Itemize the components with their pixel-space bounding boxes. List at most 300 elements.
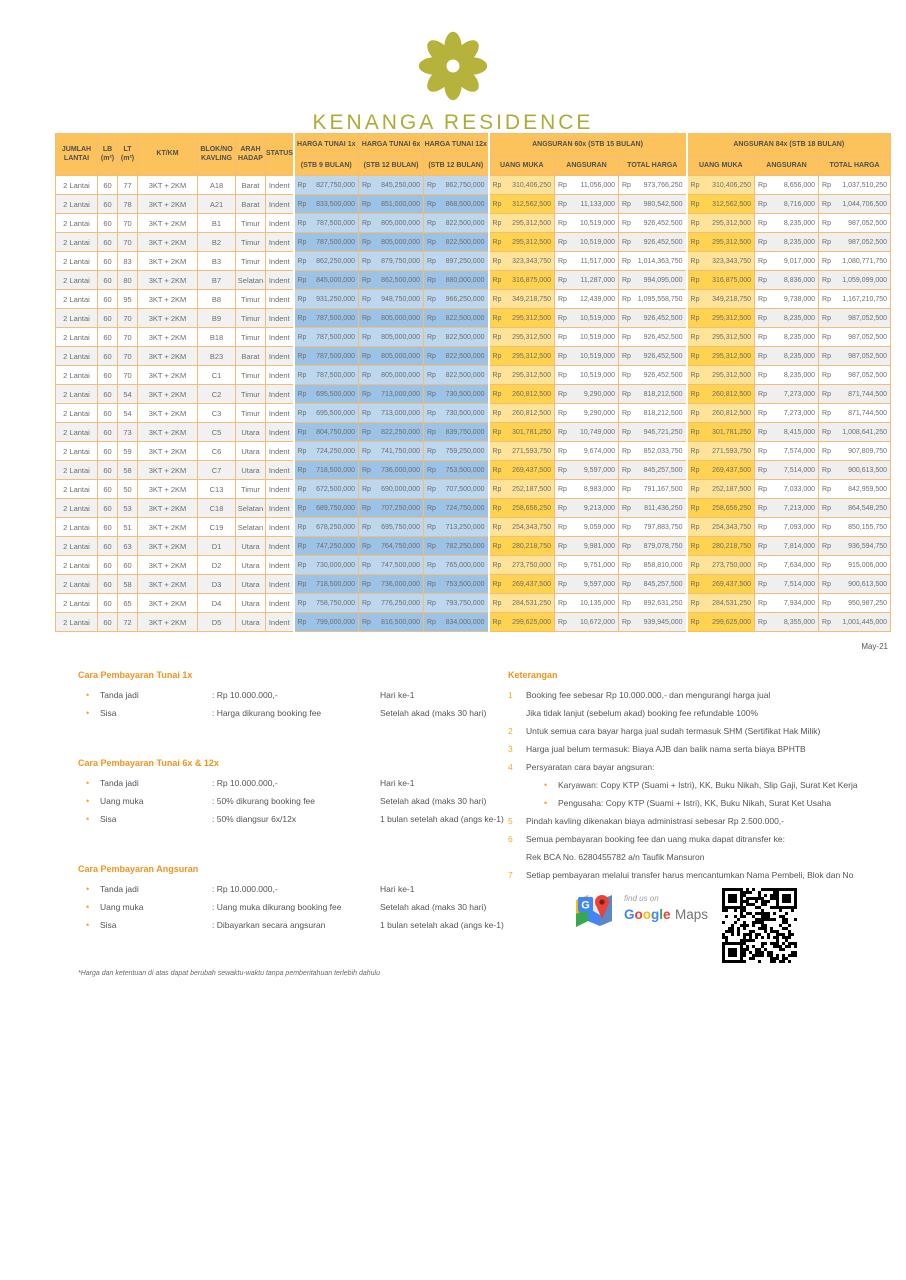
payment-term-row: [78, 920, 508, 938]
currency-prefix: Rp: [362, 219, 371, 227]
subheader-angsuran-84: ANGSURAN: [755, 157, 819, 176]
amount: 10,519,000: [579, 238, 615, 246]
term-label: Sisa: [100, 814, 117, 824]
cell-value: Indent: [266, 271, 294, 290]
currency-prefix: Rp: [427, 561, 436, 569]
cell-value: Indent: [266, 404, 294, 423]
price-cell: [359, 347, 424, 366]
currency-prefix: Rp: [822, 276, 831, 284]
price-cell: [619, 252, 687, 271]
price-cell: [489, 195, 555, 214]
amount: 9,597,000: [583, 466, 615, 474]
disclaimer-footnote: *Harga dan ketentuan di atas dapat berubah sewaktu-waktu tanpa pemberitahuan terlebih dahulu: [78, 970, 380, 977]
cell-value: Timur: [236, 214, 266, 233]
price-cell: [424, 442, 489, 461]
term-timing: 1 bulan setelah akad (angs ke-1): [380, 814, 504, 824]
amount: 280,218,750: [712, 542, 752, 550]
price-cell: [687, 195, 755, 214]
amount: 254,343,750: [712, 523, 752, 531]
payment-section-title: Cara Pembayaran Tunai 1x: [78, 670, 193, 680]
currency-prefix: Rp: [427, 371, 436, 379]
currency-prefix: Rp: [690, 447, 700, 455]
cell-value: D3: [198, 575, 236, 594]
amount: 926,452,500: [643, 238, 683, 246]
currency-prefix: Rp: [492, 276, 502, 284]
amount: 11,287,000: [580, 276, 615, 284]
currency-prefix: Rp: [690, 466, 700, 474]
amount: 805,000,000: [381, 314, 420, 322]
cell-value: B7: [198, 271, 236, 290]
price-cell: [819, 518, 891, 537]
currency-prefix: Rp: [558, 333, 567, 341]
cell-value: 60: [98, 214, 118, 233]
price-cell: [819, 404, 891, 423]
price-cell: [359, 499, 424, 518]
payment-term-row: [78, 902, 508, 920]
amount: 926,452,500: [643, 333, 683, 341]
currency-prefix: Rp: [558, 314, 567, 322]
cell-value: 51: [118, 518, 138, 537]
cell-value: Timur: [236, 404, 266, 423]
g-letter: G: [581, 899, 590, 912]
price-cell: [619, 461, 687, 480]
term-label: Sisa: [100, 920, 117, 930]
currency-prefix: Rp: [297, 295, 307, 303]
amount: 10,519,000: [579, 371, 615, 379]
table-row: [56, 423, 891, 442]
currency-prefix: Rp: [558, 200, 567, 208]
cell-value: B18: [198, 328, 236, 347]
amount: 926,452,500: [643, 371, 683, 379]
amount: 295,312,500: [512, 238, 551, 246]
amount: 897,250,000: [445, 257, 485, 265]
currency-prefix: Rp: [492, 314, 502, 322]
price-cell: [819, 195, 891, 214]
cell-value: C5: [198, 423, 236, 442]
cell-value: 3KT + 2KM: [138, 404, 198, 423]
currency-prefix: Rp: [297, 276, 307, 284]
price-table-body: [56, 176, 891, 632]
currency-prefix: Rp: [690, 352, 700, 360]
cell-value: 3KT + 2KM: [138, 575, 198, 594]
price-cell: [294, 442, 359, 461]
term-value: : Rp 10.000.000,-: [212, 884, 278, 894]
cell-value: 50: [118, 480, 138, 499]
price-cell: [687, 499, 755, 518]
price-cell: [294, 556, 359, 575]
cell-value: 63: [118, 537, 138, 556]
price-cell: [687, 328, 755, 347]
amount: 845,000,000: [316, 276, 355, 284]
amount: 312,562,500: [512, 200, 551, 208]
currency-prefix: Rp: [690, 314, 700, 322]
price-cell: [619, 176, 687, 195]
currency-prefix: Rp: [362, 447, 371, 455]
currency-prefix: Rp: [558, 409, 567, 417]
amount: 269,437,500: [712, 466, 752, 474]
amount: 839,750,000: [445, 428, 485, 436]
price-cell: [619, 575, 687, 594]
amount: 316,875,000: [712, 276, 752, 284]
amount: 987,052,500: [848, 352, 888, 360]
price-cell: [555, 176, 619, 195]
cell-value: Utara: [236, 423, 266, 442]
price-cell: [489, 176, 555, 195]
currency-prefix: Rp: [362, 200, 371, 208]
currency-prefix: Rp: [758, 561, 767, 569]
cell-value: Indent: [266, 309, 294, 328]
currency-prefix: Rp: [427, 257, 436, 265]
cell-value: 3KT + 2KM: [138, 480, 198, 499]
item-text: Jika tidak lanjut (sebelum akad) booking fee refundable 100%: [526, 708, 759, 718]
cell-value: 2 Lantai: [56, 461, 98, 480]
cell-value: B23: [198, 347, 236, 366]
cell-value: 60: [98, 233, 118, 252]
currency-prefix: Rp: [427, 523, 436, 531]
amount: 713,250,000: [445, 523, 485, 531]
currency-prefix: Rp: [758, 333, 767, 341]
amount: 926,452,500: [643, 219, 683, 227]
cell-value: Indent: [266, 423, 294, 442]
currency-prefix: Rp: [822, 504, 831, 512]
amount: 323,343,750: [712, 257, 752, 265]
currency-prefix: Rp: [758, 542, 767, 550]
bullet-icon: •: [86, 814, 90, 824]
payment-section-title: Cara Pembayaran Tunai 6x & 12x: [78, 758, 219, 768]
item-number: 6: [508, 834, 513, 844]
table-row: [56, 575, 891, 594]
term-label: Uang muka: [100, 902, 144, 912]
cell-value: Timur: [236, 328, 266, 347]
price-cell: [555, 366, 619, 385]
price-cell: [359, 214, 424, 233]
cell-value: 58: [118, 575, 138, 594]
price-cell: [359, 480, 424, 499]
amount: 8,656,000: [783, 181, 816, 189]
currency-prefix: Rp: [622, 504, 631, 512]
amount: 9,981,000: [583, 542, 615, 550]
price-cell: [555, 480, 619, 499]
item-text: Harga jual belum termasuk: Biaya AJB dan balik nama serta biaya BPHTB: [526, 744, 806, 754]
keterangan-item: [508, 762, 904, 780]
amount: 1,014,363,750: [637, 257, 683, 265]
cell-value: Indent: [266, 461, 294, 480]
price-cell: [359, 518, 424, 537]
term-value: : 50% diangsur 6x/12x: [212, 814, 297, 824]
price-cell: [294, 176, 359, 195]
cell-value: 60: [98, 613, 118, 632]
bullet-icon: •: [544, 798, 548, 808]
amount: 724,750,000: [445, 504, 485, 512]
amount: 858,810,000: [643, 561, 683, 569]
item-text: Rek BCA No. 6280455782 a/n Taufik Mansuron: [526, 852, 705, 862]
amount: 1,044,706,500: [842, 200, 888, 208]
price-cell: [424, 252, 489, 271]
amount: 987,052,500: [848, 314, 888, 322]
price-cell: [424, 575, 489, 594]
amount: 736,000,000: [381, 580, 420, 588]
cell-value: 2 Lantai: [56, 613, 98, 632]
price-cell: [359, 233, 424, 252]
amount: 271,593,750: [512, 447, 551, 455]
amount: 718,500,000: [316, 466, 355, 474]
cell-value: C6: [198, 442, 236, 461]
cell-value: 2 Lantai: [56, 233, 98, 252]
price-cell: [755, 575, 819, 594]
currency-prefix: Rp: [427, 599, 436, 607]
amount: 690,000,000: [381, 485, 420, 493]
keterangan-item: [508, 870, 904, 888]
item-number: [508, 708, 526, 726]
price-cell: [424, 385, 489, 404]
currency-prefix: Rp: [427, 276, 436, 284]
amount: 973,766,250: [643, 181, 683, 189]
keterangan-item: [508, 744, 904, 762]
amount: 10,135,000: [579, 599, 615, 607]
amount: 1,037,510,250: [842, 181, 888, 189]
amount: 948,750,000: [381, 295, 420, 303]
payment-term-row: [78, 778, 508, 796]
currency-prefix: Rp: [690, 276, 700, 284]
amount: 7,093,000: [783, 523, 816, 531]
currency-prefix: Rp: [622, 409, 631, 417]
amount: 672,500,000: [316, 485, 355, 493]
amount: 295,312,500: [712, 314, 752, 322]
price-cell: [359, 594, 424, 613]
google-maps-badge[interactable]: [572, 890, 708, 930]
amount: 818,212,500: [643, 390, 683, 398]
cell-value: Indent: [266, 176, 294, 195]
cell-value: 72: [118, 613, 138, 632]
amount: 258,656,250: [512, 504, 551, 512]
price-cell: [424, 499, 489, 518]
price-cell: [687, 461, 755, 480]
cell-value: 2 Lantai: [56, 271, 98, 290]
price-cell: [619, 499, 687, 518]
price-cell: [489, 518, 555, 537]
price-cell: [755, 480, 819, 499]
price-cell: [489, 461, 555, 480]
price-cell: [359, 442, 424, 461]
term-label: Sisa: [100, 708, 117, 718]
currency-prefix: Rp: [558, 428, 567, 436]
currency-prefix: Rp: [622, 580, 631, 588]
currency-prefix: Rp: [492, 200, 502, 208]
price-cell: [294, 461, 359, 480]
currency-prefix: Rp: [622, 466, 631, 474]
amount: 295,312,500: [712, 333, 752, 341]
currency-prefix: Rp: [297, 219, 307, 227]
cell-value: C2: [198, 385, 236, 404]
cell-value: Indent: [266, 347, 294, 366]
price-cell: [489, 214, 555, 233]
currency-prefix: Rp: [558, 466, 567, 474]
cell-value: Utara: [236, 442, 266, 461]
term-timing: Hari ke-1: [380, 690, 415, 700]
amount: 8,235,000: [783, 352, 816, 360]
col-header-tunai-1x: HARGA TUNAI 1x: [294, 134, 359, 157]
cell-value: 73: [118, 423, 138, 442]
amount: 862,750,000: [445, 181, 485, 189]
qr-code: [722, 888, 797, 963]
cell-value: 2 Lantai: [56, 594, 98, 613]
amount: 9,290,000: [583, 390, 615, 398]
cell-value: 54: [118, 385, 138, 404]
price-cell: [755, 461, 819, 480]
payment-terms-column: [78, 666, 508, 977]
price-cell: [359, 328, 424, 347]
cell-value: 3KT + 2KM: [138, 176, 198, 195]
price-cell: [489, 480, 555, 499]
table-row: [56, 347, 891, 366]
amount: 753,500,000: [445, 580, 485, 588]
amount: 939,945,000: [643, 618, 683, 626]
term-timing: Setelah akad (maks 30 hari): [380, 708, 487, 718]
term-label: Tanda jadi: [100, 884, 139, 894]
price-cell: [687, 537, 755, 556]
table-row: [56, 309, 891, 328]
amount: 787,500,000: [316, 314, 355, 322]
price-cell: [819, 290, 891, 309]
price-cell: [294, 195, 359, 214]
cell-value: Indent: [266, 366, 294, 385]
price-cell: [424, 518, 489, 537]
amount: 759,250,000: [445, 447, 485, 455]
currency-prefix: Rp: [622, 390, 631, 398]
cell-value: 70: [118, 328, 138, 347]
currency-prefix: Rp: [622, 314, 631, 322]
currency-prefix: Rp: [690, 409, 700, 417]
currency-prefix: Rp: [822, 485, 831, 493]
price-cell: [555, 594, 619, 613]
cell-value: 2 Lantai: [56, 404, 98, 423]
price-cell: [294, 423, 359, 442]
currency-prefix: Rp: [362, 238, 371, 246]
price-cell: [819, 594, 891, 613]
price-cell: [619, 518, 687, 537]
cell-value: Utara: [236, 594, 266, 613]
currency-prefix: Rp: [558, 599, 567, 607]
amount: 907,809,750: [848, 447, 888, 455]
amount: 871,744,500: [848, 390, 888, 398]
google-maps-label: [624, 894, 708, 925]
price-cell: [687, 556, 755, 575]
cell-value: Timur: [236, 480, 266, 499]
table-row: [56, 461, 891, 480]
table-row: [56, 290, 891, 309]
bullet-icon: •: [86, 690, 90, 700]
currency-prefix: Rp: [558, 618, 567, 626]
keterangan-item: [508, 834, 904, 852]
cell-value: Indent: [266, 233, 294, 252]
cell-value: Indent: [266, 328, 294, 347]
currency-prefix: Rp: [690, 333, 700, 341]
price-cell: [619, 347, 687, 366]
cell-value: 60: [98, 290, 118, 309]
amount: 880,000,000: [445, 276, 485, 284]
amount: 273,750,000: [512, 561, 551, 569]
price-cell: [619, 442, 687, 461]
price-cell: [359, 271, 424, 290]
price-cell: [359, 366, 424, 385]
price-cell: [359, 290, 424, 309]
brand-title: KENANGA RESIDENCE: [312, 111, 594, 134]
cell-value: 54: [118, 404, 138, 423]
cell-value: 95: [118, 290, 138, 309]
currency-prefix: Rp: [758, 447, 767, 455]
payment-term-row: [78, 884, 508, 902]
table-row: [56, 480, 891, 499]
price-cell: [619, 423, 687, 442]
price-cell: [359, 461, 424, 480]
amount: 11,133,000: [580, 200, 615, 208]
payment-term-row: [78, 708, 508, 726]
currency-prefix: Rp: [690, 371, 700, 379]
currency-prefix: Rp: [822, 219, 831, 227]
cell-value: Timur: [236, 366, 266, 385]
currency-prefix: Rp: [822, 257, 831, 265]
amount: 816,500,000: [381, 618, 420, 626]
price-cell: [619, 328, 687, 347]
currency-prefix: Rp: [558, 219, 567, 227]
cell-value: 60: [98, 309, 118, 328]
currency-prefix: Rp: [758, 504, 767, 512]
amount: 295,312,500: [712, 371, 752, 379]
currency-prefix: Rp: [362, 599, 371, 607]
amount: 842,959,500: [848, 485, 888, 493]
price-cell: [619, 290, 687, 309]
col-header-tunai-6x: HARGA TUNAI 6x: [359, 134, 424, 157]
cell-value: 60: [98, 176, 118, 195]
amount: 260,812,500: [512, 409, 551, 417]
amount: 9,738,000: [783, 295, 816, 303]
currency-prefix: Rp: [362, 257, 371, 265]
amount: 900,613,500: [848, 466, 888, 474]
amount: 822,500,000: [445, 238, 485, 246]
amount: 724,250,000: [316, 447, 355, 455]
amount: 713,000,000: [381, 409, 420, 417]
currency-prefix: Rp: [758, 428, 767, 436]
price-cell: [555, 404, 619, 423]
col-header-ktkm: KT/KM: [138, 134, 198, 176]
price-cell: [359, 252, 424, 271]
cell-value: 78: [118, 195, 138, 214]
currency-prefix: Rp: [427, 352, 436, 360]
cell-value: Timur: [236, 233, 266, 252]
currency-prefix: Rp: [758, 352, 767, 360]
cell-value: 60: [98, 195, 118, 214]
price-cell: [619, 537, 687, 556]
amount: 349,218,750: [712, 295, 752, 303]
amount: 295,312,500: [712, 238, 752, 246]
currency-prefix: Rp: [822, 295, 831, 303]
price-cell: [687, 404, 755, 423]
keterangan-title: Keterangan: [508, 670, 558, 680]
price-cell: [555, 423, 619, 442]
cell-value: 3KT + 2KM: [138, 423, 198, 442]
cell-value: C7: [198, 461, 236, 480]
cell-value: 60: [98, 328, 118, 347]
currency-prefix: Rp: [558, 238, 567, 246]
currency-prefix: Rp: [362, 485, 371, 493]
currency-prefix: Rp: [297, 504, 307, 512]
col-header-lt: LT (m²): [118, 134, 138, 176]
cell-value: 3KT + 2KM: [138, 309, 198, 328]
cell-value: B1: [198, 214, 236, 233]
term-timing: Hari ke-1: [380, 778, 415, 788]
currency-prefix: Rp: [297, 390, 307, 398]
table-row: [56, 366, 891, 385]
